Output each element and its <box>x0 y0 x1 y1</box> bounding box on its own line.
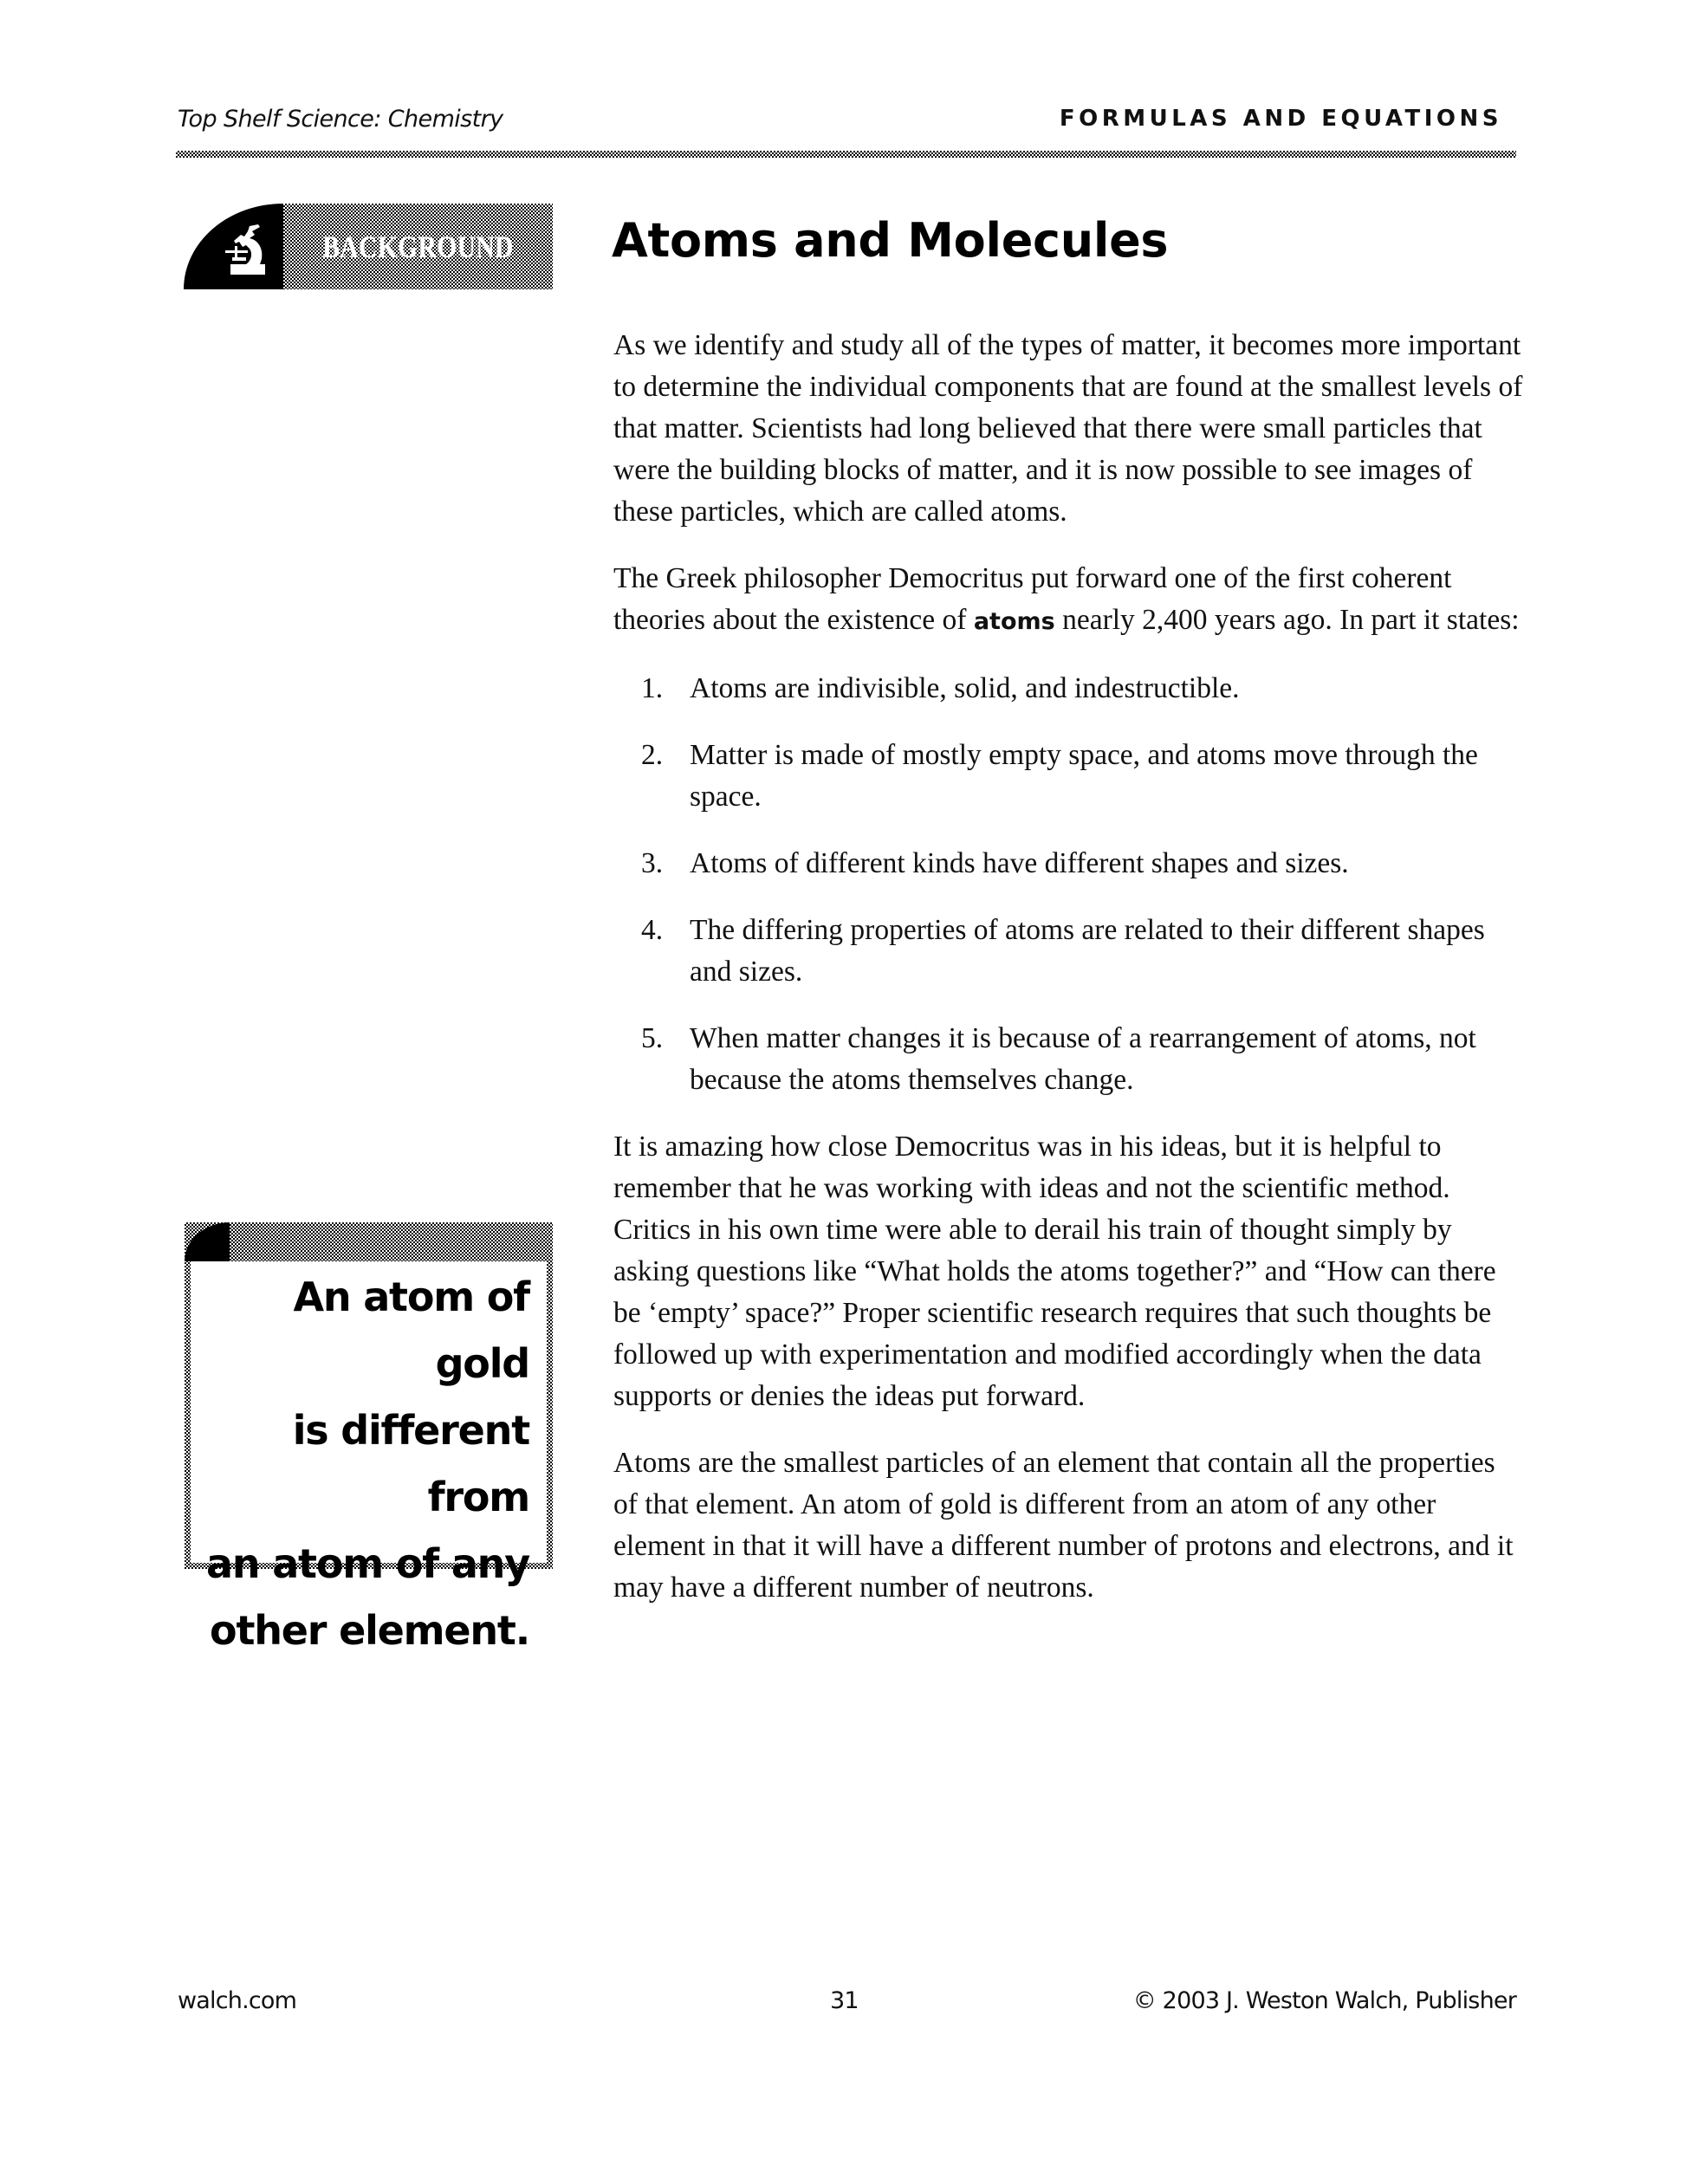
term-atoms: atoms <box>973 608 1055 635</box>
microscope-icon <box>224 224 269 276</box>
footer-page-number: 31 <box>830 1987 859 2014</box>
list-item-number: 3. <box>641 847 664 879</box>
paragraph-atoms-definition: Atoms are the smallest particles of an element that contain all the properties of that element. An atom of gold is different from an atom of any other element in that it will have a different number of protons and electrons, and it may have a different number of neutrons. <box>613 1447 1514 1604</box>
list-item <box>613 910 1523 993</box>
paragraph-intro: As we identify and study all of the types of matter, it becomes more important to determine the individual components that are found at the smallest levels of that matter. Scientists had long believed that there were small particles that were the building blocks of matter, and it is now possible to see images of these particles, which are called atoms. <box>613 329 1523 528</box>
list-item-number: 5. <box>641 1022 664 1054</box>
paragraph-critics: It is amazing how close Democritus was in his ideas, but it is helpful to remember that he was working with ideas and not the scientific method. Critics in his own time were able to derail his train of thought simply by asking questions like “What holds the atoms together?” and “How can there be ‘empty’ space?” Proper scientific research requires that such thoughts be followed up with experimentation and modified accordingly when the data supports or denies the ideas put forward. <box>613 1131 1496 1412</box>
pull-quote-callout <box>185 1222 553 1654</box>
democritus-tenets-list <box>613 668 1523 1101</box>
pull-quote-line: is different from <box>292 1407 529 1520</box>
list-item-number: 4. <box>641 914 664 946</box>
header-rule <box>176 151 1516 158</box>
list-item-text: Matter is made of mostly empty space, and atoms move through the space. <box>690 739 1478 813</box>
list-item <box>613 668 1523 710</box>
list-item <box>613 843 1523 885</box>
list-item <box>613 1018 1523 1101</box>
badge-label: BACKGROUND <box>322 229 514 264</box>
paragraph-democritus-after: nearly 2,400 years ago. In part it states: <box>1054 604 1520 636</box>
section-head: FORMULAS AND EQUATIONS <box>1059 106 1502 132</box>
footer-copyright: © 2003 J. Weston Walch, Publisher <box>1132 1987 1516 2014</box>
pull-quote-line: an atom of any <box>206 1540 529 1587</box>
pull-quote-text <box>200 1264 529 1664</box>
list-item-text: The differing properties of atoms are related to their different shapes and sizes. <box>690 914 1485 988</box>
list-item-number: 1. <box>641 672 664 704</box>
paragraph-democritus-before: The Greek philosopher Democritus put forward one of the first coherent theories about the existence of <box>613 562 1452 636</box>
footer-website: walch.com <box>178 1987 297 2014</box>
article-body <box>613 325 1523 1634</box>
list-item-text: When matter changes it is because of a rearrangement of atoms, not because the atoms themselves change. <box>690 1022 1476 1096</box>
pull-quote-line: An atom of gold <box>293 1273 529 1387</box>
page-title: Atoms and Molecules <box>612 213 1169 268</box>
paragraph-democritus <box>613 558 1523 643</box>
list-item <box>613 735 1523 818</box>
running-head: Top Shelf Science: Chemistry <box>178 106 503 133</box>
pull-quote-line: other element. <box>210 1607 529 1654</box>
background-badge <box>184 204 553 289</box>
list-item-text: Atoms are indivisible, solid, and indestructible. <box>690 672 1240 704</box>
list-item-number: 2. <box>641 739 664 771</box>
list-item-text: Atoms of different kinds have different shapes and sizes. <box>690 847 1349 879</box>
